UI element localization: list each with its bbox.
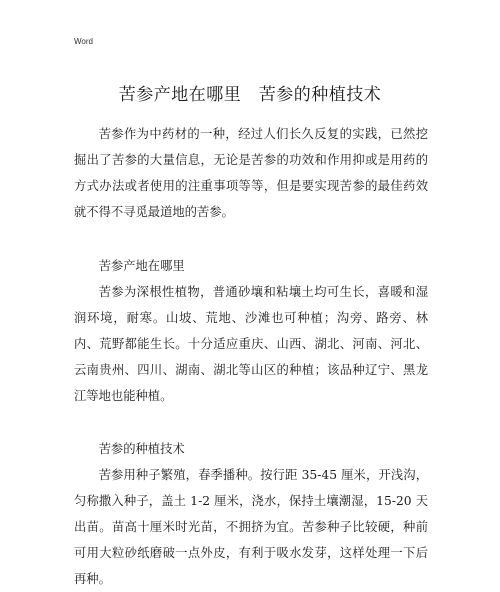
header-app-label: Word	[74, 37, 93, 46]
section-heading-origin: 苦参产地在哪里	[98, 259, 185, 273]
origin-paragraph: 苦参为深根性植物，普通砂壤和粘壤土均可生长，喜暖和湿润环境，耐寒。山坡、荒地、沙滩也可种植；沟旁、路旁、林内、荒野都能生长。十分适应重庆、山西、湖北、河南、河北、云南贵州、四川、湖南、湖北等山区的种植；该品种辽宁、黑龙江等地也能种植。	[74, 285, 428, 403]
section-heading-cultivation: 苦参的种植技术	[98, 442, 185, 456]
intro-paragraph: 苦参作为中药材的一种，经过人们长久反复的实践，已然挖掘出了苦参的大量信息，无论是苦参的功效和作用抑或是用药的方式办法或者使用的注重事项等等，但是要实现苦参的最佳药效就不得不寻觅最道地的苦参。	[74, 127, 428, 219]
document-title: 苦参产地在哪里 苦参的种植技术	[118, 85, 382, 105]
cultivation-paragraph: 苦参用种子繁殖，春季播种。按行距 35-45 厘米，开浅沟，匀称撒入种子，盖土 1-2 厘米，浇水，保持土壤潮湿，15-20 天出苗。苗高十厘米时光苗，不拥挤为宜。苦参种子比较硬，种前可用大粒砂纸磨破一点外皮，有利于吸水发芽，这样处理一下后再种。	[74, 468, 428, 586]
